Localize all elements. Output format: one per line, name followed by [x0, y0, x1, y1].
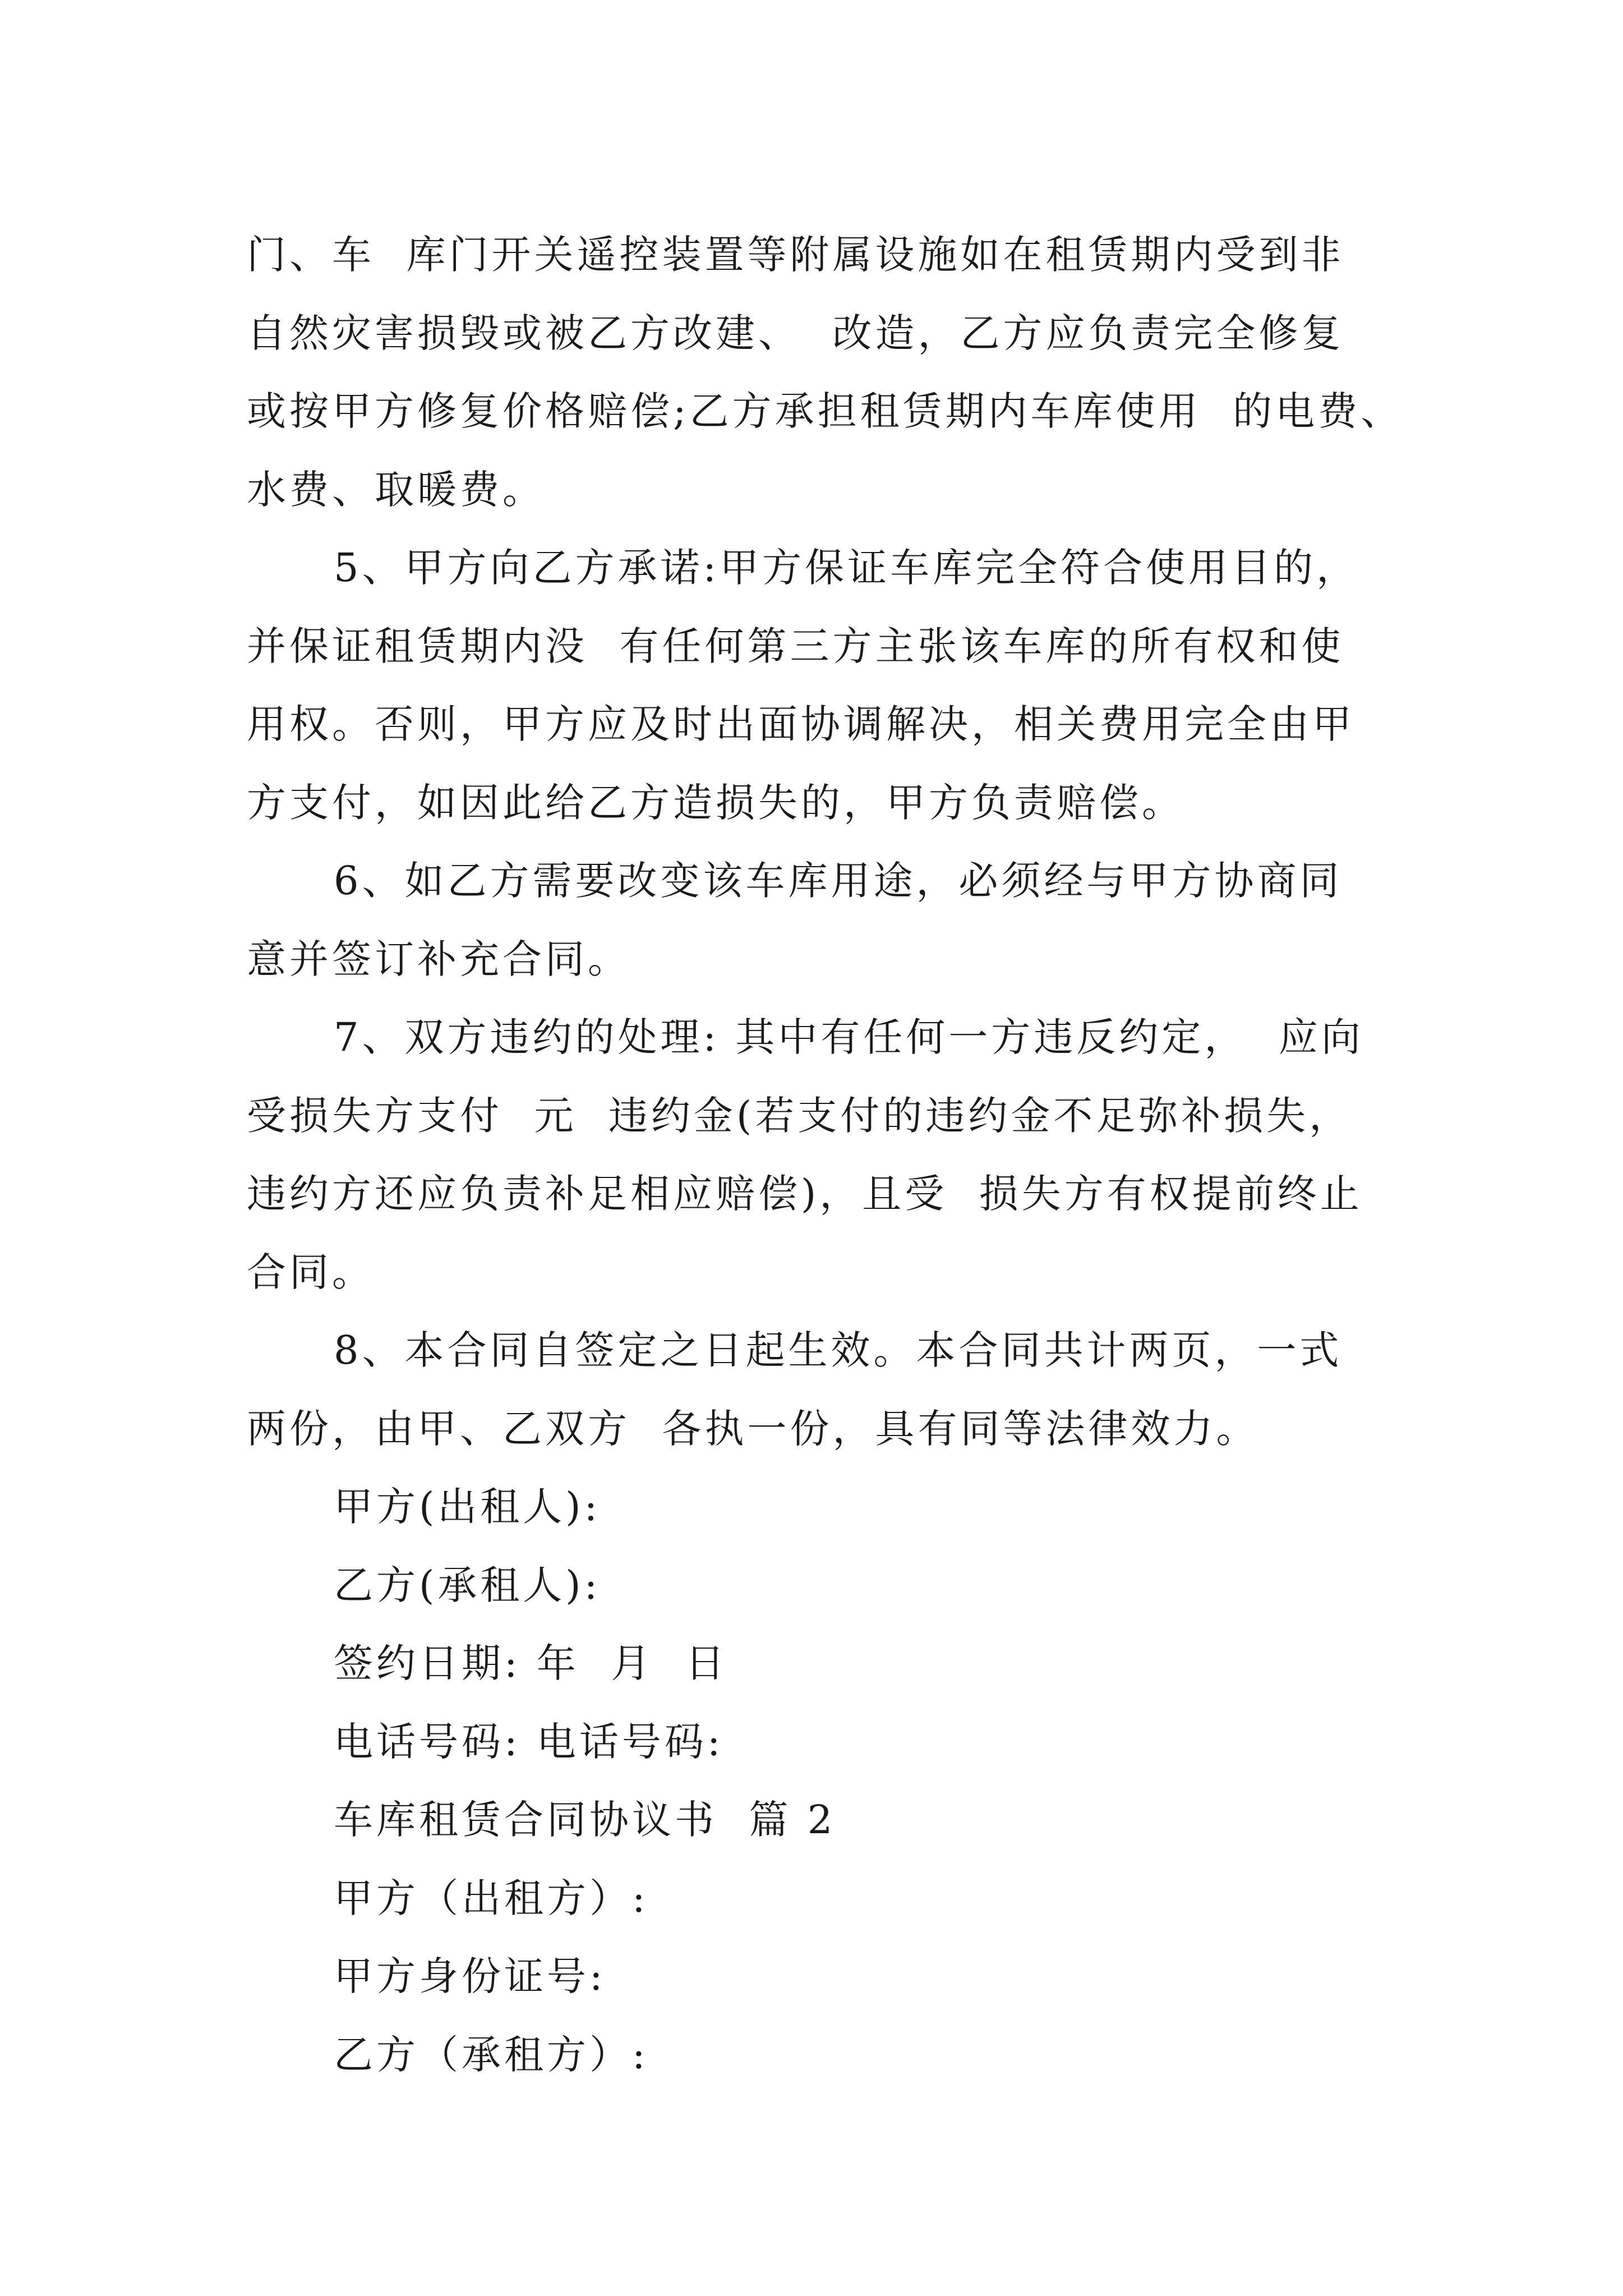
text-line: 乙方（承租方）: — [334, 2031, 649, 2078]
text-line: 意并签订补充合同。 — [247, 936, 630, 982]
text-line: 签约日期: 年 月 日 — [334, 1640, 728, 1686]
text-line: 水费、取暖费。 — [247, 466, 545, 513]
text-line: 受损失方支付 元 违约金(若支付的违约金不足弥补损失， — [247, 1092, 1352, 1139]
text-line: 合同。 — [247, 1249, 375, 1295]
text-line: 电话号码: 电话号码: — [334, 1718, 724, 1765]
text-line: 或按甲方修复价格赔偿;乙方承担租赁期内车库使用 的电费、 — [247, 388, 1404, 434]
text-line: 甲方（出租方）: — [334, 1875, 649, 1921]
text-line: 6、如乙方需要改变该车库用途，必须经与甲方协商同 — [334, 858, 1343, 904]
text-line: 5、甲方向乙方承诺:甲方保证车库完全符合使用目的， — [334, 545, 1359, 591]
text-line: 车库租赁合同协议书 篇 2 — [334, 1797, 836, 1843]
document-body — [247, 216, 1436, 2094]
text-line: 7、双方违约的处理: 其中有任何一方违反约定， 应向 — [334, 1014, 1364, 1060]
text-line: 乙方(承租人): — [334, 1562, 601, 1608]
text-line: 两份，由甲、乙双方 各执一份，具有同等法律效力。 — [247, 1405, 1259, 1452]
text-line: 自然灾害损毁或被乙方改建、 改造，乙方应负责完全修复 — [247, 310, 1344, 356]
text-line: 8、本合同自签定之日起生效。本合同共计两页，一式 — [334, 1327, 1343, 1373]
text-line: 用权。否则，甲方应及时出面协调解决，相关费用完全由甲 — [247, 701, 1355, 747]
text-line: 甲方身份证号: — [334, 1953, 606, 1999]
text-line: 方支付，如因此给乙方造损失的，甲方负责赔偿。 — [247, 779, 1184, 826]
text-line: 违约方还应负责补足相应赔偿)，且受 损失方有权提前终止 — [247, 1171, 1363, 1217]
text-line: 并保证租赁期内没 有任何第三方主张该车库的所有权和使 — [247, 623, 1344, 669]
text-line: 甲方(出租人): — [334, 1484, 601, 1530]
text-line: 门、车 库门开关遥控装置等附属设施如在租赁期内受到非 — [247, 232, 1344, 278]
